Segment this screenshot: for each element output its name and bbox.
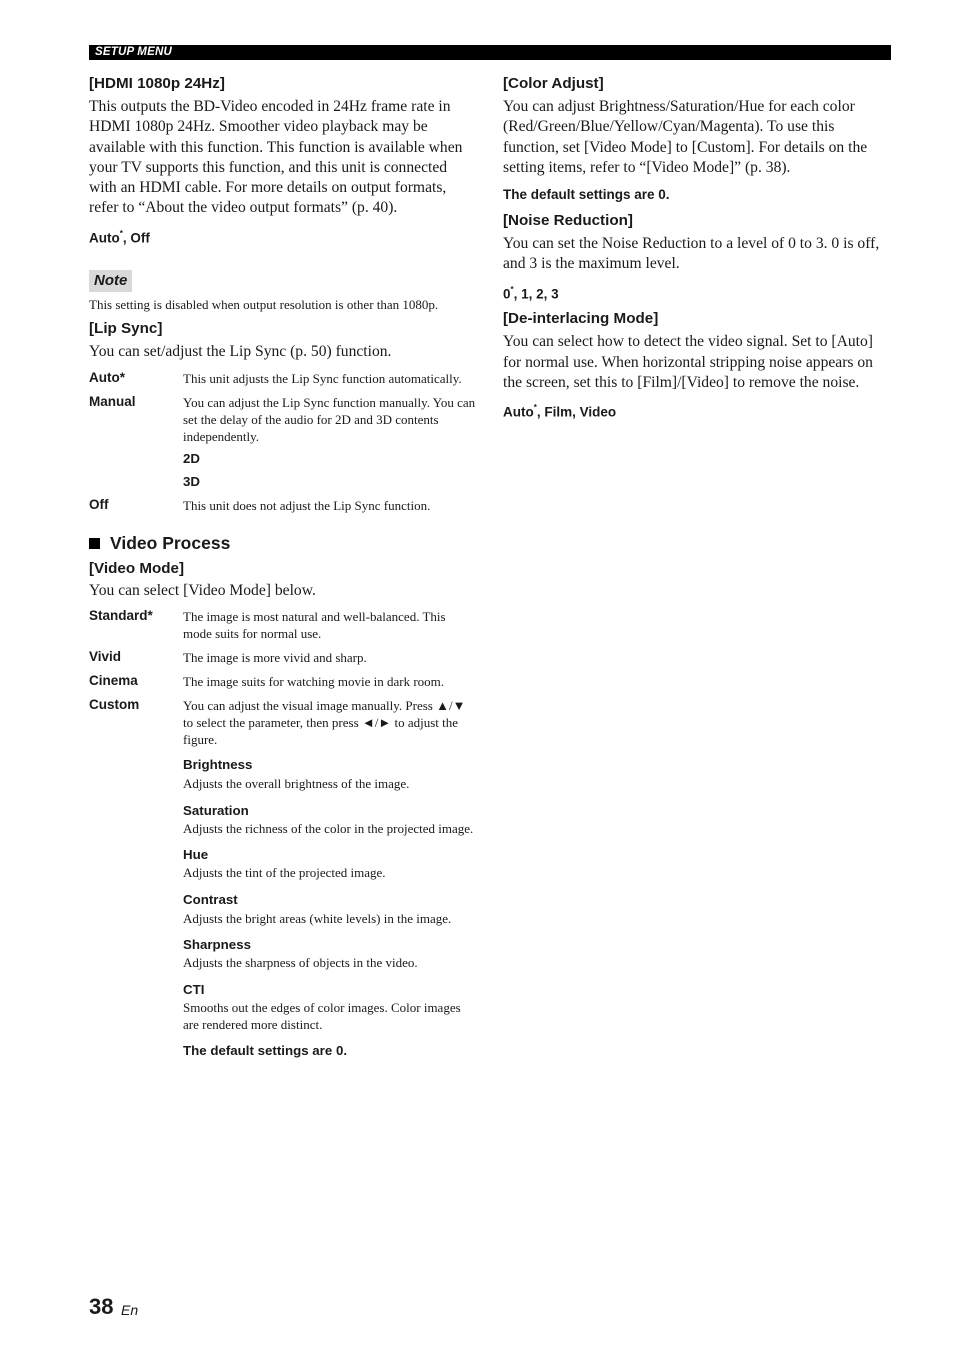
video-mode-desc: The image suits for watching movie in dark room. (183, 673, 445, 689)
video-mode-term: Standard* (89, 607, 153, 623)
video-mode-desc: The image is most natural and well-balanced. This mode suits for normal use. (183, 608, 446, 641)
lip-sync-desc: You can adjust the Lip Sync function manually. You can set the delay of the audio for 2D and 3D contents independently. (183, 394, 476, 444)
note-text: This setting is disabled when output resolution is other than 1080p. (89, 297, 439, 313)
param-cti-name: CTI (183, 981, 205, 997)
param-sharpness-desc: Adjusts the sharpness of objects in the video. (183, 954, 418, 970)
page-number: 38 (89, 1294, 114, 1319)
lip-sync-term: Manual (89, 393, 136, 409)
lip-sync-heading: [Lip Sync] (89, 320, 163, 338)
lip-sync-row-auto (89, 369, 477, 387)
lip-sync-desc: This unit adjusts the Lip Sync function automatically. (183, 370, 462, 386)
video-process-title (89, 532, 477, 554)
color-adjust-default-note: The default settings are 0. (503, 187, 670, 203)
lip-sync-sub-3d: 3D (183, 473, 200, 489)
lip-sync-desc: This unit does not adjust the Lip Sync function. (183, 497, 431, 513)
deinterlacing-heading: [De-interlacing Mode] (503, 310, 659, 328)
option-auto: Auto (503, 404, 534, 420)
note-label: Note (89, 270, 132, 292)
left-column (89, 73, 477, 1059)
section-header-bar (89, 45, 891, 60)
video-mode-term: Vivid (89, 648, 122, 664)
lip-sync-row-manual (89, 393, 477, 445)
param-hue-desc: Adjusts the tint of the projected image. (183, 864, 386, 880)
video-mode-term: Custom (89, 696, 140, 712)
param-brightness-desc: Adjusts the overall brightness of the image. (183, 775, 410, 791)
default-marker: * (533, 403, 537, 413)
deinterlacing-body: You can select how to detect the video signal. Set to [Auto] for normal use. When horizontal stripping noise appears on the screen, set this to [Film]/[Video] to remove the noise. (503, 333, 873, 391)
option-off: , Off (122, 230, 150, 246)
param-contrast-desc: Adjusts the bright areas (white levels) in the image. (183, 910, 452, 926)
lip-sync-term: Auto* (89, 369, 125, 385)
section-header-label: SETUP MENU (95, 46, 172, 58)
video-mode-default-note: The default settings are 0. (183, 1042, 348, 1058)
deinterlacing-options (503, 400, 891, 422)
param-contrast-name: Contrast (183, 891, 238, 907)
lip-sync-row-off (89, 496, 477, 514)
page-language: En (121, 1302, 139, 1318)
param-hue-name: Hue (183, 846, 209, 862)
param-cti-desc: Smooths out the edges of color images. Color images are rendered more distinct. (183, 999, 461, 1032)
hdmi-1080p-body: This outputs the BD-Video encoded in 24Hz frame rate in HDMI 1080p 24Hz. Smoother video playback may be available with this function. This function is available when your TV supports this function, and this unit is connected with an HDMI cable. For more details on output formats, refer to “About the video output formats” (p. 40). (89, 98, 463, 217)
video-process-title-text: Video Process (110, 532, 231, 553)
video-mode-term: Cinema (89, 672, 138, 688)
default-marker: * (510, 284, 514, 294)
param-sharpness-name: Sharpness (183, 936, 251, 952)
lip-sync-body: You can set/adjust the Lip Sync (p. 50) function. (89, 343, 392, 361)
noise-reduction-options (503, 282, 891, 304)
video-mode-row-standard (89, 607, 477, 642)
color-adjust-body: You can adjust Brightness/Saturation/Hue for each color (Red/Green/Blue/Yellow/Cyan/Magenta). To use this function, set [Video Mode] to [Custom]. For details on the setting items, refer to “[Video Mode]” (p. 38). (503, 98, 868, 176)
section-square-bullet-icon (89, 538, 100, 549)
hdmi-1080p-options (89, 226, 477, 248)
lip-sync-term: Off (89, 496, 109, 512)
hdmi-1080p-heading: [HDMI 1080p 24Hz] (89, 75, 225, 92)
video-mode-heading: [Video Mode] (89, 559, 185, 577)
video-mode-row-cinema (89, 672, 477, 690)
option-zero: 0 (503, 286, 511, 302)
noise-reduction-heading: [Noise Reduction] (503, 212, 633, 230)
video-mode-desc: The image is more vivid and sharp. (183, 649, 367, 665)
default-marker: * (119, 228, 123, 238)
video-mode-body: You can select [Video Mode] below. (89, 581, 316, 599)
noise-reduction-body: You can set the Noise Reduction to a level of 0 to 3. 0 is off, and 3 is the maximum level. (503, 235, 880, 273)
color-adjust-heading: [Color Adjust] (503, 75, 604, 92)
param-brightness-name: Brightness (183, 756, 253, 772)
video-mode-row-vivid (89, 648, 477, 666)
right-column (503, 73, 891, 422)
option-auto: Auto (89, 230, 120, 246)
param-saturation-desc: Adjusts the richness of the color in the projected image. (183, 820, 474, 836)
param-saturation-name: Saturation (183, 802, 249, 818)
option-film-video: , Film, Video (536, 404, 617, 420)
lip-sync-sub-2d: 2D (183, 450, 200, 466)
option-levels: , 1, 2, 3 (513, 286, 559, 302)
video-mode-desc: You can adjust the visual image manually. Press ▲/▼ to select the parameter, then press ◄/► to adjust the figure. (183, 697, 466, 747)
video-mode-row-custom (89, 696, 477, 748)
